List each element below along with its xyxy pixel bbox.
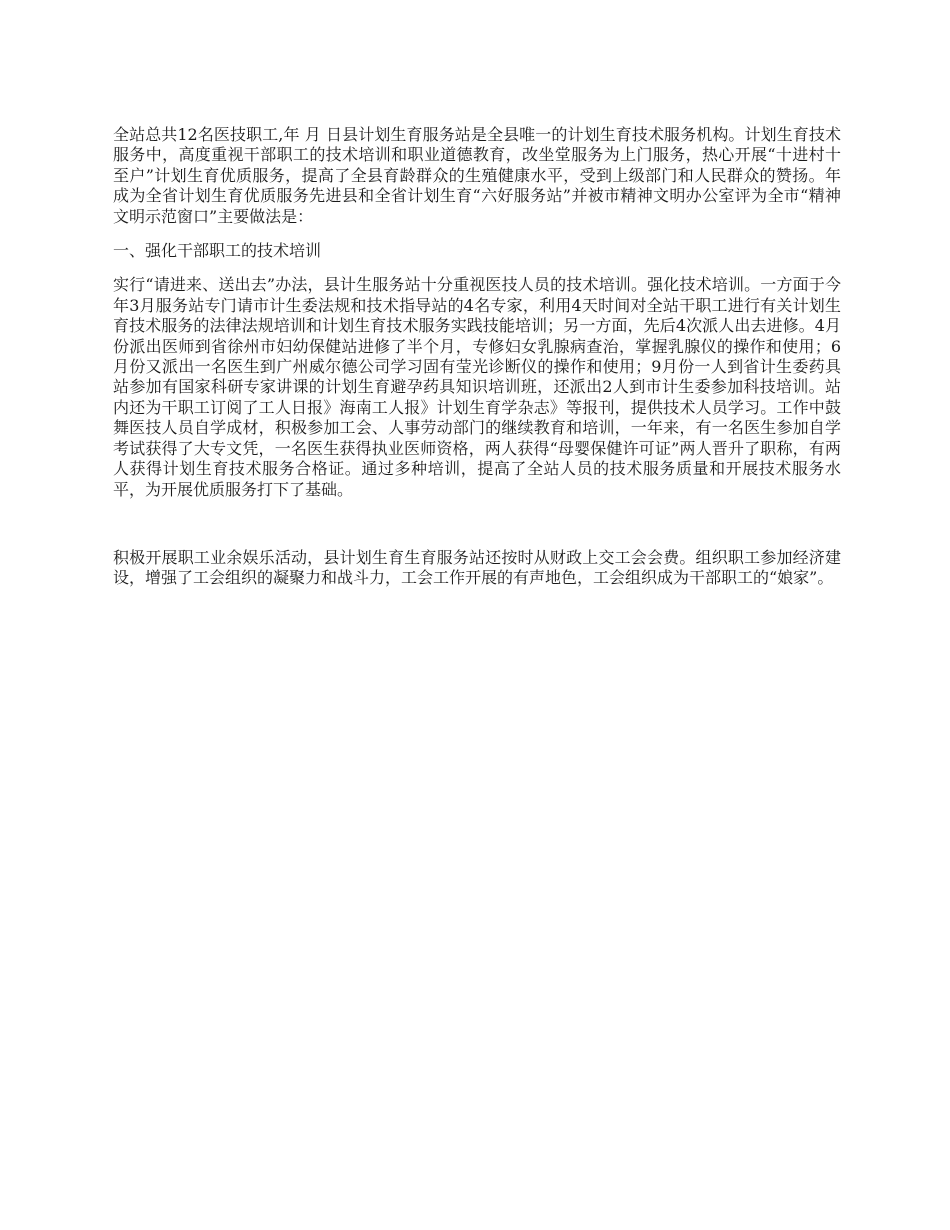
union-paragraph: 积极开展职工业余娱乐活动，县计划生育生育服务站还按时从财政上交工会会费。组织职工参加经济建设，增强了工会组织的凝聚力和战斗力，工会工作开展的有声地色，工会组织成为干部职工的“娘家”。	[113, 547, 841, 588]
training-paragraph: 实行“请进来、送出去”办法，县计生服务站十分重视医技人员的技术培训。强化技术培训。一方面于今年3月服务站专门请市计生委法规和技术指导站的4名专家，利用4天时间对全站干职工进行有关计划生育技术服务的法律法规培训和计划生育技术服务实践技能培训；另一方面，先后4次派人出去进修。4月份派出医师到省徐州市妇幼保健站进修了半个月，专修妇女乳腺病查治，掌握乳腺仪的操作和使用；6月份又派出一名医生到广州威尔德公司学习固有莹光诊断仪的操作和使用；9月份一人到省计生委药具站参加有国家科研专家讲课的计划生育避孕药具知识培训班，还派出2人到市计生委参加科技培训。站内还为干职工订阅了工人日报》海南工人报》计划生育学杂志》等报刊，提供技术人员学习。工作中鼓舞医技人员自学成材，积极参加工会、人事劳动部门的继续教育和培训，一年来，有一名医生参加自学考试获得了大专文凭，一名医生获得执业医师资格，两人获得“母婴保健许可证”两人晋升了职称，有两人获得计划生育技术服务合格证。通过多种培训，提高了全站人员的技术服务质量和开展技术服务水平，为开展优质服务打下了基础。	[113, 275, 841, 499]
document-page	[113, 125, 841, 589]
section-heading: 一、强化干部职工的技术培训	[113, 241, 322, 261]
intro-paragraph: 全站总共12名医技职工,年 月 日县计划生育服务站是全县唯一的计划生育技术服务机构。计划生育技术服务中，高度重视干部职工的技术培训和职业道德教育，改坐堂服务为上门服务，热心开展“十进村十至户”计划生育优质服务，提高了全县育龄群众的生殖健康水平，受到上级部门和人民群众的赞扬。年成为全省计划生育优质服务先进县和全省计划生育“六好服务站”并被市精神文明办公室评为全市“精神文明示范窗口”主要做法是：	[113, 125, 841, 226]
